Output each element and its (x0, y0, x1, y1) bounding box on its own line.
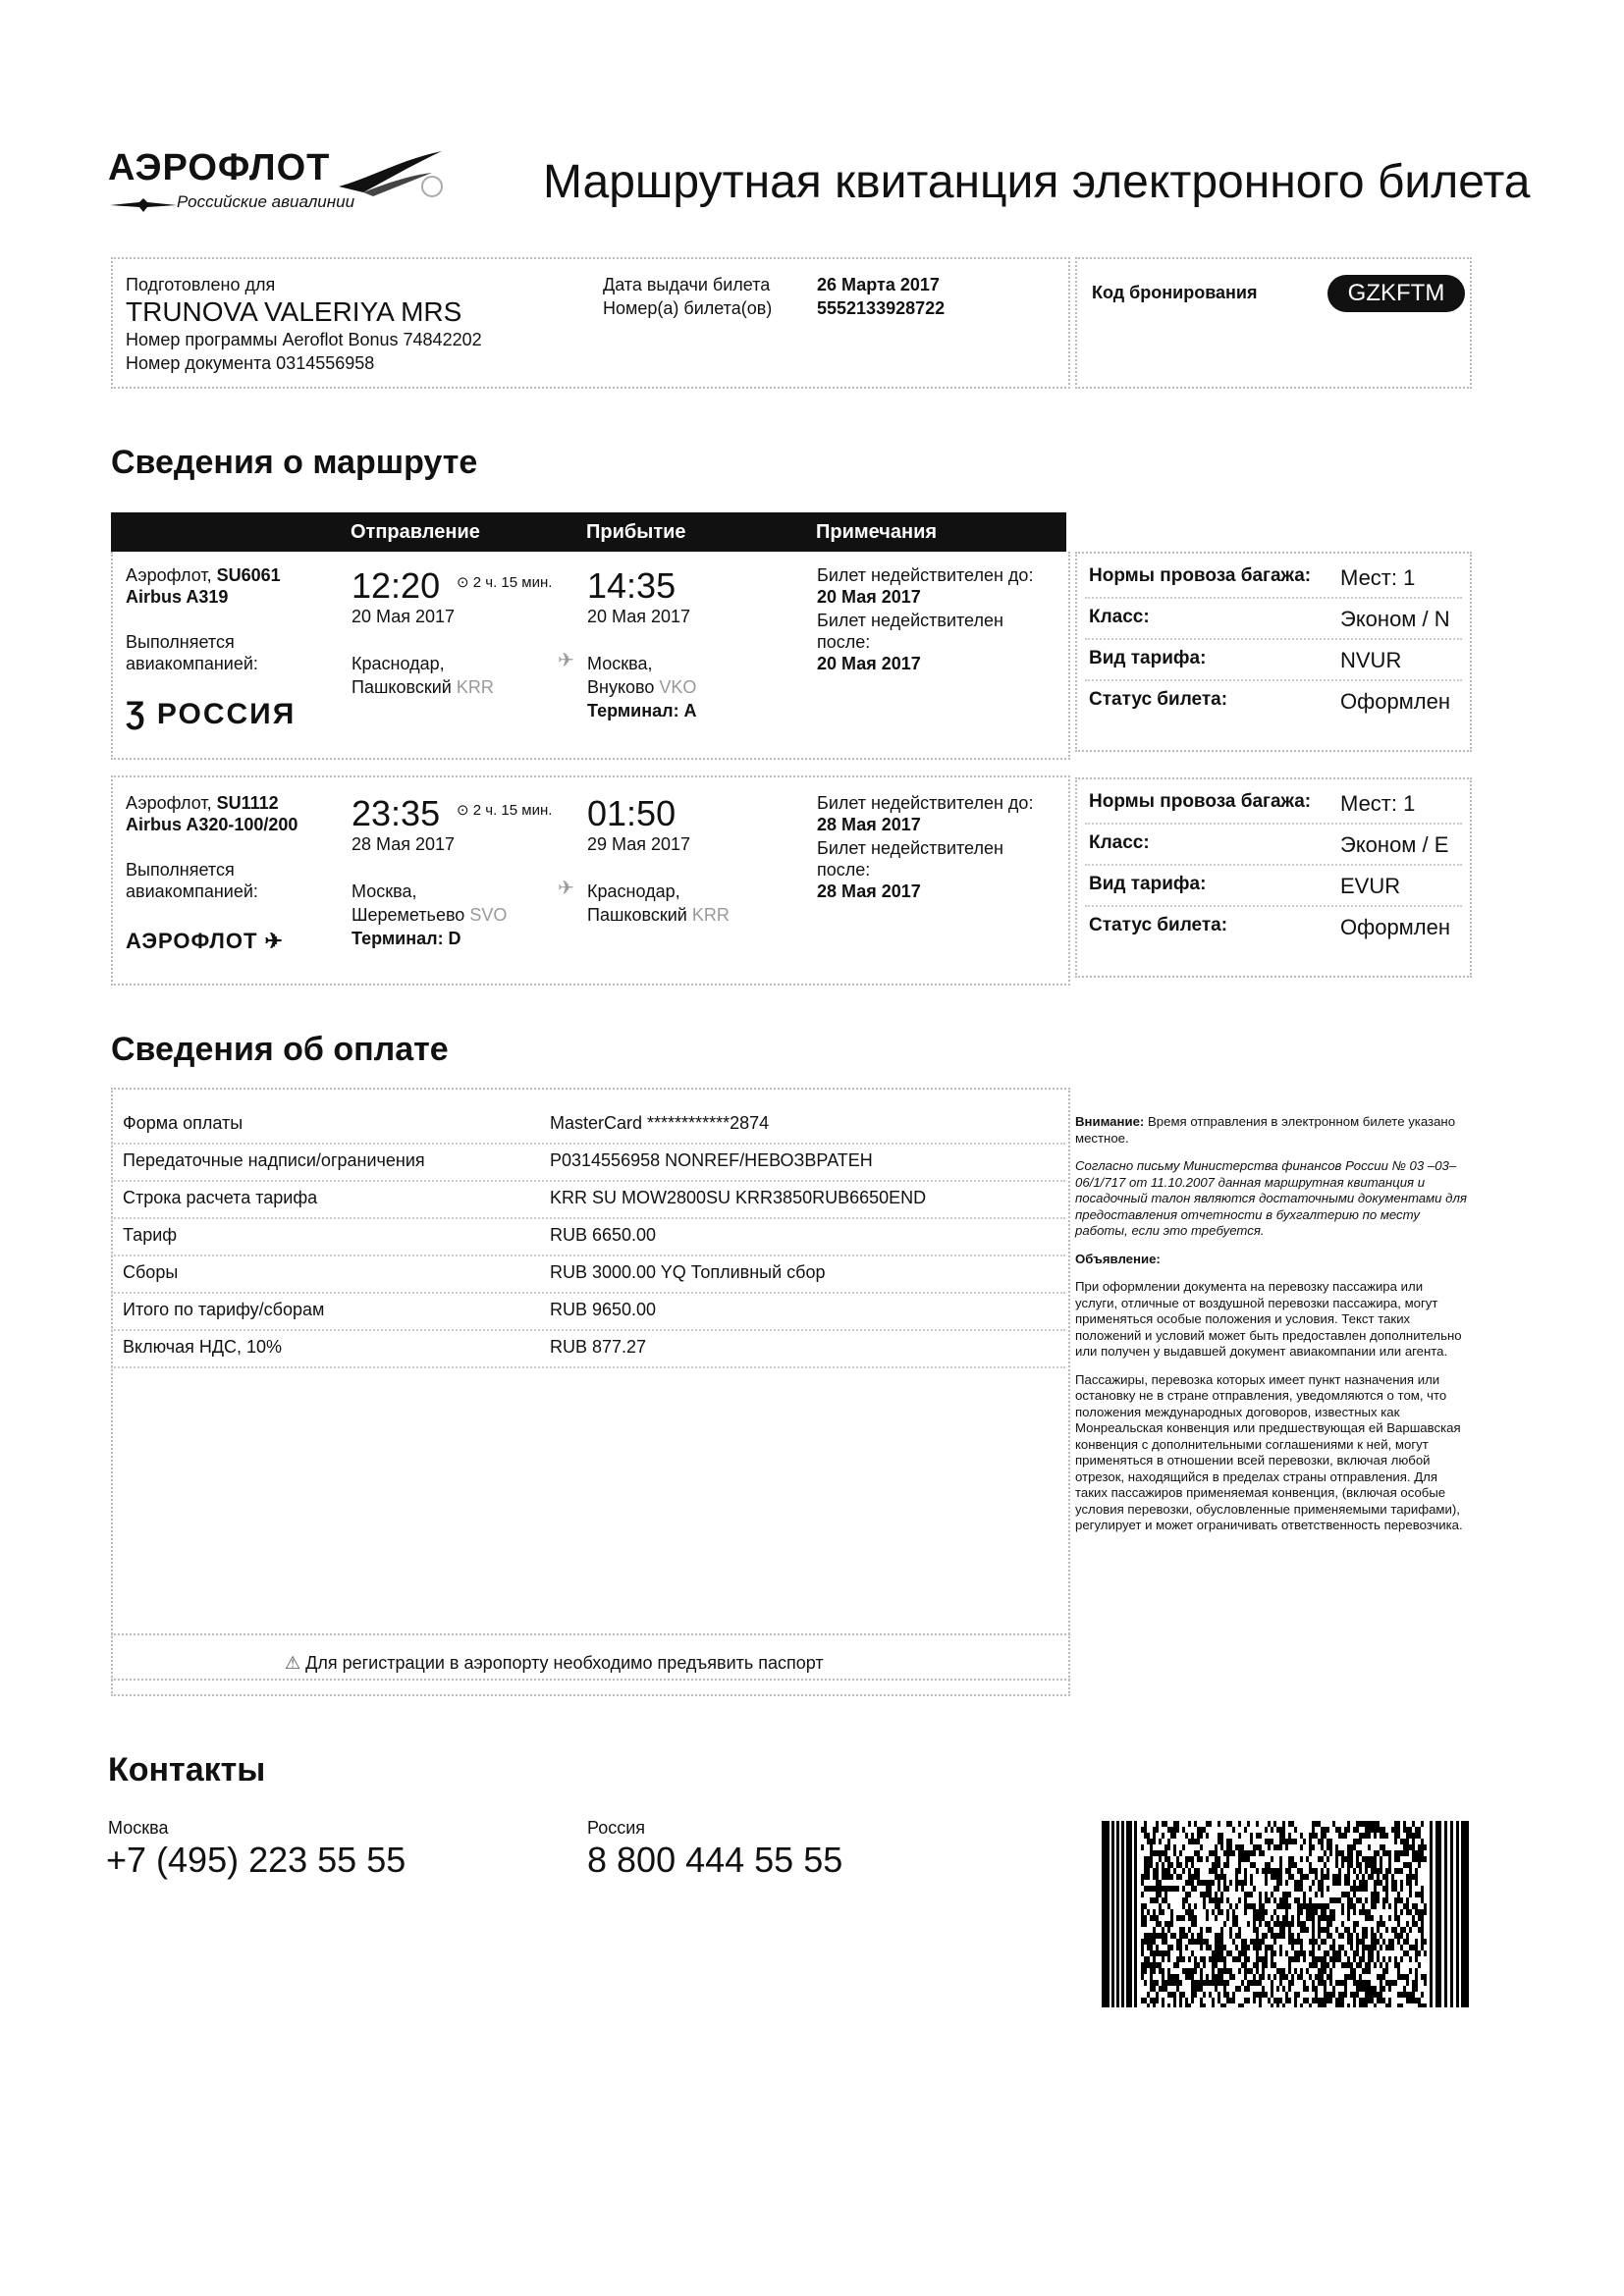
flight-1-arr-airport: Внуково (587, 677, 655, 697)
class-label: Класс: (1089, 607, 1150, 627)
flight-1-not-valid-before-label: Билет недействителен до: (817, 565, 1034, 585)
issue-date: 26 Марта 2017 (817, 275, 940, 294)
document-title: Маршрутная квитанция электронного билета (543, 156, 1531, 208)
divider (1085, 905, 1462, 907)
payment-row-label: Строка расчета тарифа (123, 1188, 318, 1207)
fare-value: EVUR (1340, 874, 1401, 898)
divider (1085, 864, 1462, 866)
flight-2-dep-city: Москва, (352, 881, 417, 901)
passport-notice-text: Для регистрации в аэропорту необходимо предъявить паспорт (305, 1653, 824, 1673)
flight-1-airline (126, 565, 281, 586)
flight-2-not-valid-before: 28 Мая 2017 (817, 815, 921, 834)
logo-underline-wings (110, 198, 177, 212)
flight-1-arr-code: VKO (659, 677, 697, 697)
divider (1085, 823, 1462, 825)
status-value: Оформлен (1340, 689, 1451, 714)
flight-1-dep-airport-line (352, 677, 494, 698)
payment-row (111, 1292, 1065, 1331)
flight-1-dep-city: Краснодар, (352, 654, 445, 673)
booking-code: GZKFTM (1327, 275, 1465, 312)
divider (1085, 597, 1462, 599)
flight-1-aircraft: Airbus A319 (126, 587, 229, 607)
russia-label: Россия (587, 1818, 646, 1838)
moscow-label: Москва (108, 1818, 169, 1838)
passengers-text: Пассажиры, перевозка которых имеет пункт назначения или остановку не в стране отправления, уведомляются о том, что положения международных договоров, известных как Монреальская конвенция или предшествующая ей Варшавская конвенция с дополнительными соглашениями к ней, могут применяться в отношении всей перевозки, включая любой отрезок, находящийся в пределах страны отправления. Для таких пассажиров применяемая конвенция, (включая особые условия перевозки, обусловленные применяемыми тарифами), регулирует и может ограничивать ответственность перевозчика. (1075, 1371, 1463, 1532)
moscow-phone: +7 (495) 223 55 55 (106, 1840, 406, 1880)
flight-1-not-valid-before: 20 Мая 2017 (817, 587, 921, 607)
ticket-numbers-label: Номер(а) билета(ов) (603, 298, 773, 318)
baggage-label: Нормы провоза багажа: (1089, 791, 1312, 812)
flight-2-aircraft: Airbus A320-100/200 (126, 815, 298, 834)
payment-row (111, 1105, 1065, 1145)
class-value: Эконом / N (1340, 607, 1450, 631)
flight-1-airline-name: Аэрофлот, (126, 565, 212, 585)
flight-2-operated-label: Выполняется (126, 860, 235, 880)
program-number: Номер программы Aeroflot Bonus 74842202 (126, 330, 482, 349)
status-value: Оформлен (1340, 915, 1451, 939)
logo-name: АЭРОФЛОТ (108, 147, 331, 188)
rossiya-logo-icon: Ʒ (126, 695, 147, 730)
fare-value: NVUR (1340, 648, 1402, 672)
flight-1-not-valid-after: 20 Мая 2017 (817, 654, 921, 673)
flight-1-duration (457, 573, 552, 591)
flight-1-dep-airport: Пашковский (352, 677, 452, 697)
flight-2-operator-name: АЭРОФЛОТ (126, 929, 258, 953)
flight-2-duration-text: 2 ч. 15 мин. (472, 802, 553, 819)
flight-1-dep-time: 12:20 (352, 565, 441, 606)
logo-subtitle: Российские авиалинии (177, 192, 355, 211)
divider (1085, 638, 1462, 640)
payment-row (111, 1255, 1065, 1294)
contacts-title: Контакты (108, 1751, 266, 1789)
announcement-text: При оформлении документа на перевозку пассажира или услуги, отличные от воздушной перевозки пассажира, могут применяться особые положения и условия. Текст таких положений и условий может быть предоставлен дополнительно или получен у выдавшей документ авиакомпании или агента. (1075, 1279, 1462, 1359)
class-label: Класс: (1089, 832, 1150, 853)
notes-column (1075, 1114, 1468, 1546)
class-value: Эконом / E (1340, 832, 1449, 857)
payment-row (111, 1143, 1065, 1182)
flight-2-arr-airport: Пашковский (587, 905, 687, 925)
route-table-header (111, 512, 1066, 552)
flight-2-details-box (1075, 777, 1472, 978)
status-label: Статус билета: (1089, 689, 1228, 710)
flight-2-not-valid-before-label: Билет недействителен до: (817, 793, 1034, 813)
flight-2-dep-date: 28 Мая 2017 (352, 834, 456, 854)
status-label: Статус билета: (1089, 915, 1228, 935)
flight-2-dep-terminal: Терминал: D (352, 929, 461, 948)
flight-2-arr-date: 29 Мая 2017 (587, 834, 691, 854)
baggage-value: Мест: 1 (1340, 565, 1416, 590)
aeroflot-logo (108, 147, 432, 236)
flight-2-dep-airport-line (352, 905, 507, 926)
payment-row-value: RUB 3000.00 YQ Топливный сбор (550, 1262, 826, 1282)
ministry-text: Согласно письму Министерства финансов России № 03 –03–06/1/717 от 11.10.2007 данная маршрутная квитанция и посадочный талон являются достаточными документами для предоставления отчетности в бухгалтерию по месту работы, если это требуется. (1075, 1158, 1467, 1238)
pdf417-barcode (1102, 1821, 1469, 2007)
flight-1-not-valid-after-label-2: после: (817, 632, 871, 652)
payment-row-label: Сборы (123, 1262, 179, 1282)
flight-2-arr-city: Краснодар, (587, 881, 680, 901)
flight-1-duration-text: 2 ч. 15 мин. (472, 574, 553, 591)
payment-row-label: Тариф (123, 1225, 178, 1245)
header-notes: Примечания (816, 521, 938, 543)
flight-1-operated-label: Выполняется (126, 632, 235, 652)
airplane-icon: ✈ (558, 650, 574, 671)
payment-row-label: Итого по тарифу/сборам (123, 1300, 325, 1319)
flight-2-dep-time: 23:35 (352, 793, 441, 833)
flight-1-arr-city: Москва, (587, 654, 653, 673)
payment-section-title: Сведения об оплате (111, 1031, 449, 1068)
aeroflot-wings-icon: ✈ (264, 929, 284, 953)
announcement-label: Объявление: (1075, 1251, 1161, 1266)
baggage-label: Нормы провоза багажа: (1089, 565, 1312, 586)
flight-2-arr-code: KRR (691, 905, 730, 925)
document-number: Номер документа 0314556958 (126, 353, 375, 373)
flight-2-arr-airport-line (587, 905, 730, 926)
flight-1-arr-terminal: Терминал: A (587, 701, 697, 721)
flight-2-airline-name: Аэрофлот, (126, 793, 212, 813)
payment-row-value: RUB 6650.00 (550, 1225, 657, 1245)
russia-phone: 8 800 444 55 55 (587, 1840, 843, 1880)
flight-2-dep-code: SVO (469, 905, 508, 925)
flight-1-operated-label-2: авиакомпанией: (126, 654, 258, 673)
flight-1-details-box (1075, 552, 1472, 752)
flight-2-dep-airport: Шереметьево (352, 905, 465, 925)
flight-2-operator-logo (126, 929, 284, 954)
issue-date-label: Дата выдачи билета (603, 275, 771, 294)
payment-row-label: Форма оплаты (123, 1113, 244, 1133)
passenger-name: TRUNOVA VALERIYA MRS (126, 296, 462, 327)
flight-2-duration (457, 801, 552, 819)
clock-icon: ⊙ (457, 802, 469, 819)
flight-1-arr-time: 14:35 (587, 565, 677, 606)
airplane-icon: ✈ (558, 878, 574, 899)
prepared-for-label: Подготовлено для (126, 275, 276, 294)
divider (1085, 679, 1462, 681)
flight-1-operator-name: РОССИЯ (156, 698, 297, 730)
clock-icon: ⊙ (457, 574, 469, 591)
payment-row-value: RUB 877.27 (550, 1337, 647, 1357)
flight-1-not-valid-after-label: Билет недействителен (817, 611, 1003, 630)
flight-1-arr-airport-line (587, 677, 696, 698)
flight-2-not-valid-after-label: Билет недействителен (817, 838, 1003, 858)
attention-text: Время отправления в электронном билете указано местное. (1075, 1114, 1456, 1146)
payment-row-value: RUB 9650.00 (550, 1300, 657, 1319)
ticket-number: 5552133928722 (817, 298, 946, 318)
flight-2-not-valid-after-label-2: после: (817, 860, 871, 880)
route-section-title: Сведения о маршруте (111, 444, 478, 481)
payment-row-value: KRR SU MOW2800SU KRR3850RUB6650END (550, 1188, 927, 1207)
flight-1-dep-date: 20 Мая 2017 (352, 607, 456, 626)
flight-2-arr-time: 01:50 (587, 793, 677, 833)
flight-2-not-valid-after: 28 Мая 2017 (817, 881, 921, 901)
attention-label: Внимание: (1075, 1114, 1145, 1129)
flight-2-operated-label-2: авиакомпанией: (126, 881, 258, 901)
header-arrival: Прибытие (586, 521, 686, 543)
payment-row (111, 1217, 1065, 1256)
flight-1-operator-logo (126, 695, 296, 731)
header-departure: Отправление (351, 521, 480, 543)
fare-label: Вид тарифа: (1089, 874, 1207, 894)
payment-row-value: MasterCard ************2874 (550, 1113, 770, 1133)
passport-notice-box (111, 1633, 1070, 1696)
flight-2-airline (126, 793, 279, 814)
payment-row (111, 1180, 1065, 1219)
payment-row (111, 1329, 1065, 1368)
flight-2-number: SU1112 (216, 793, 279, 813)
baggage-value: Мест: 1 (1340, 791, 1416, 816)
warning-icon: ⚠ (285, 1653, 301, 1673)
payment-row-value: P0314556958 NONREF/НЕВОЗВРАТЕН (550, 1150, 873, 1170)
flight-1-dep-code: KRR (456, 677, 494, 697)
fare-label: Вид тарифа: (1089, 648, 1207, 668)
payment-row-label: Передаточные надписи/ограничения (123, 1150, 425, 1170)
flight-1-number: SU6061 (216, 565, 281, 585)
flight-1-arr-date: 20 Мая 2017 (587, 607, 691, 626)
payment-row-label: Включая НДС, 10% (123, 1337, 283, 1357)
booking-code-label: Код бронирования (1092, 283, 1258, 302)
